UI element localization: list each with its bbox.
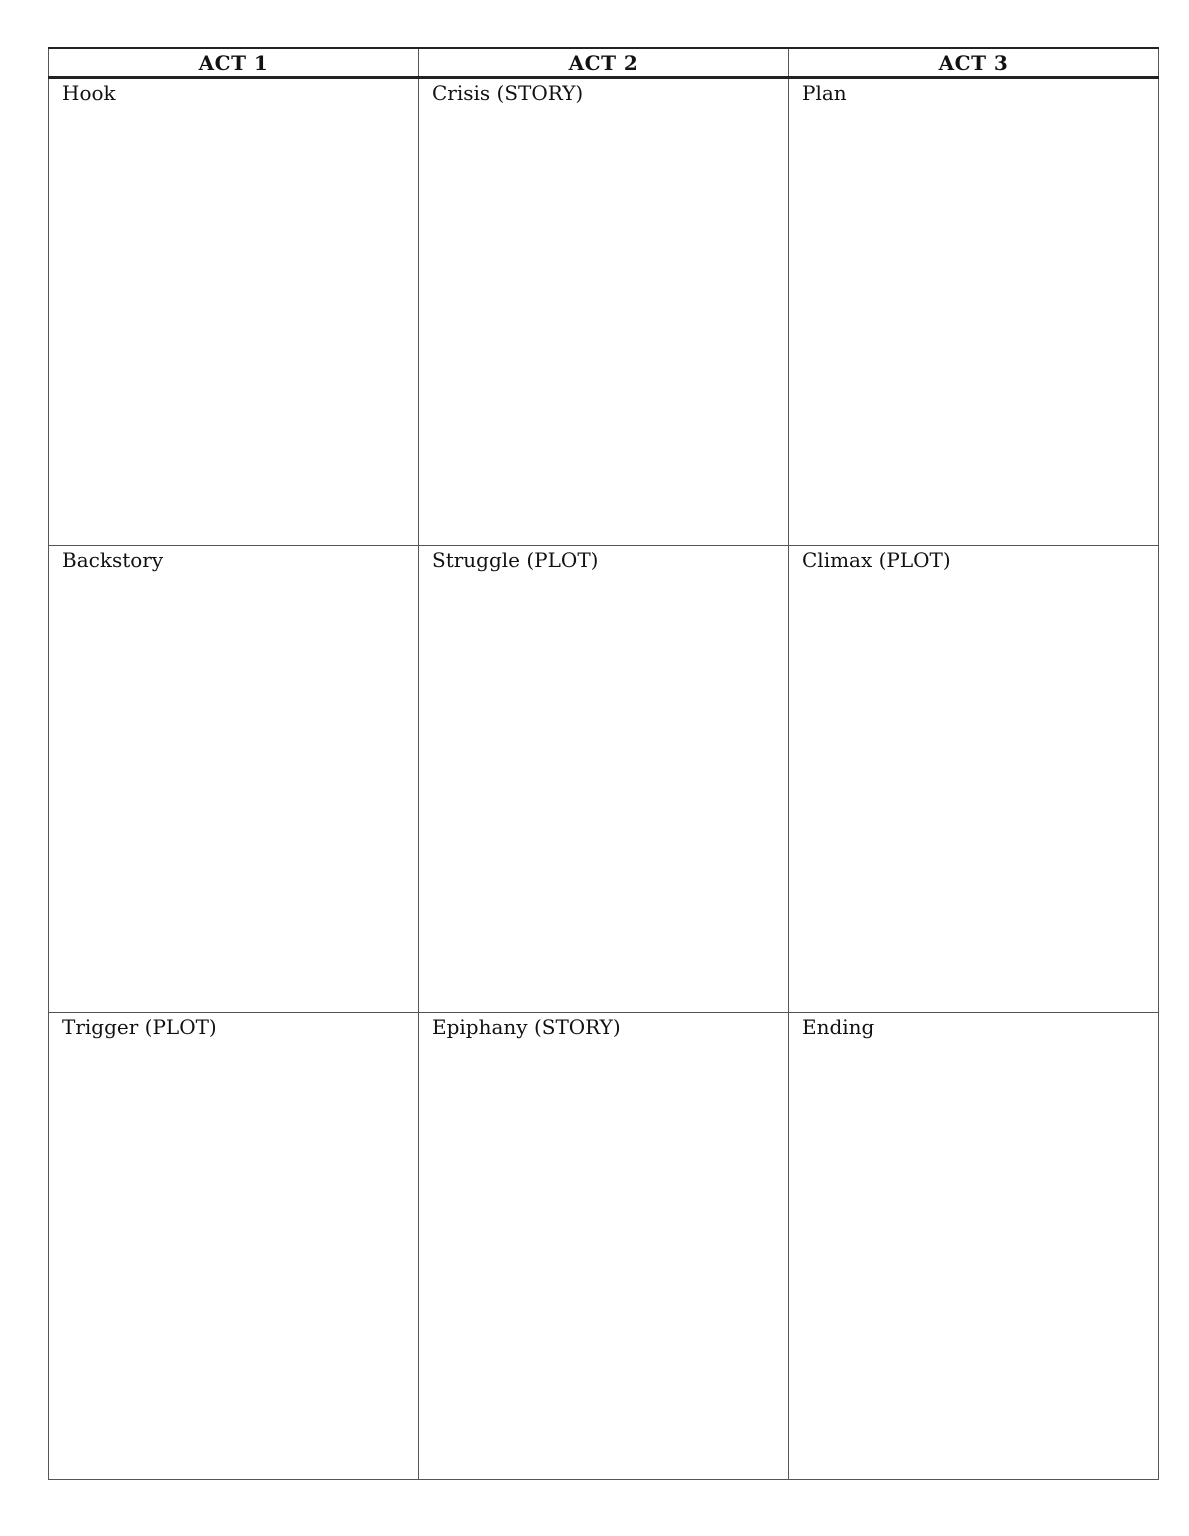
cell-crisis[interactable]: [419, 78, 789, 546]
header-row: [49, 48, 1159, 78]
table-row: [49, 78, 1159, 546]
table-row: [49, 1013, 1159, 1480]
header-act-3: ACT 3: [789, 48, 1159, 78]
cell-label: Backstory: [62, 548, 164, 572]
cell-label: Plan: [802, 81, 847, 105]
cell-trigger[interactable]: [49, 1013, 419, 1480]
cell-label: Struggle (PLOT): [432, 548, 599, 572]
header-act-2: ACT 2: [419, 48, 789, 78]
header-act-1: ACT 1: [49, 48, 419, 78]
three-act-structure-table: [48, 47, 1159, 1480]
table-row: [49, 546, 1159, 1013]
cell-label: Crisis (STORY): [432, 81, 584, 105]
cell-label: Epiphany (STORY): [432, 1015, 621, 1039]
cell-label: Hook: [62, 81, 116, 105]
cell-label: Trigger (PLOT): [62, 1015, 217, 1039]
cell-struggle[interactable]: [419, 546, 789, 1013]
cell-ending[interactable]: [789, 1013, 1159, 1480]
cell-climax[interactable]: [789, 546, 1159, 1013]
cell-label: Climax (PLOT): [802, 548, 951, 572]
cell-epiphany[interactable]: [419, 1013, 789, 1480]
cell-plan[interactable]: [789, 78, 1159, 546]
cell-label: Ending: [802, 1015, 875, 1039]
cell-backstory[interactable]: [49, 546, 419, 1013]
cell-hook[interactable]: [49, 78, 419, 546]
